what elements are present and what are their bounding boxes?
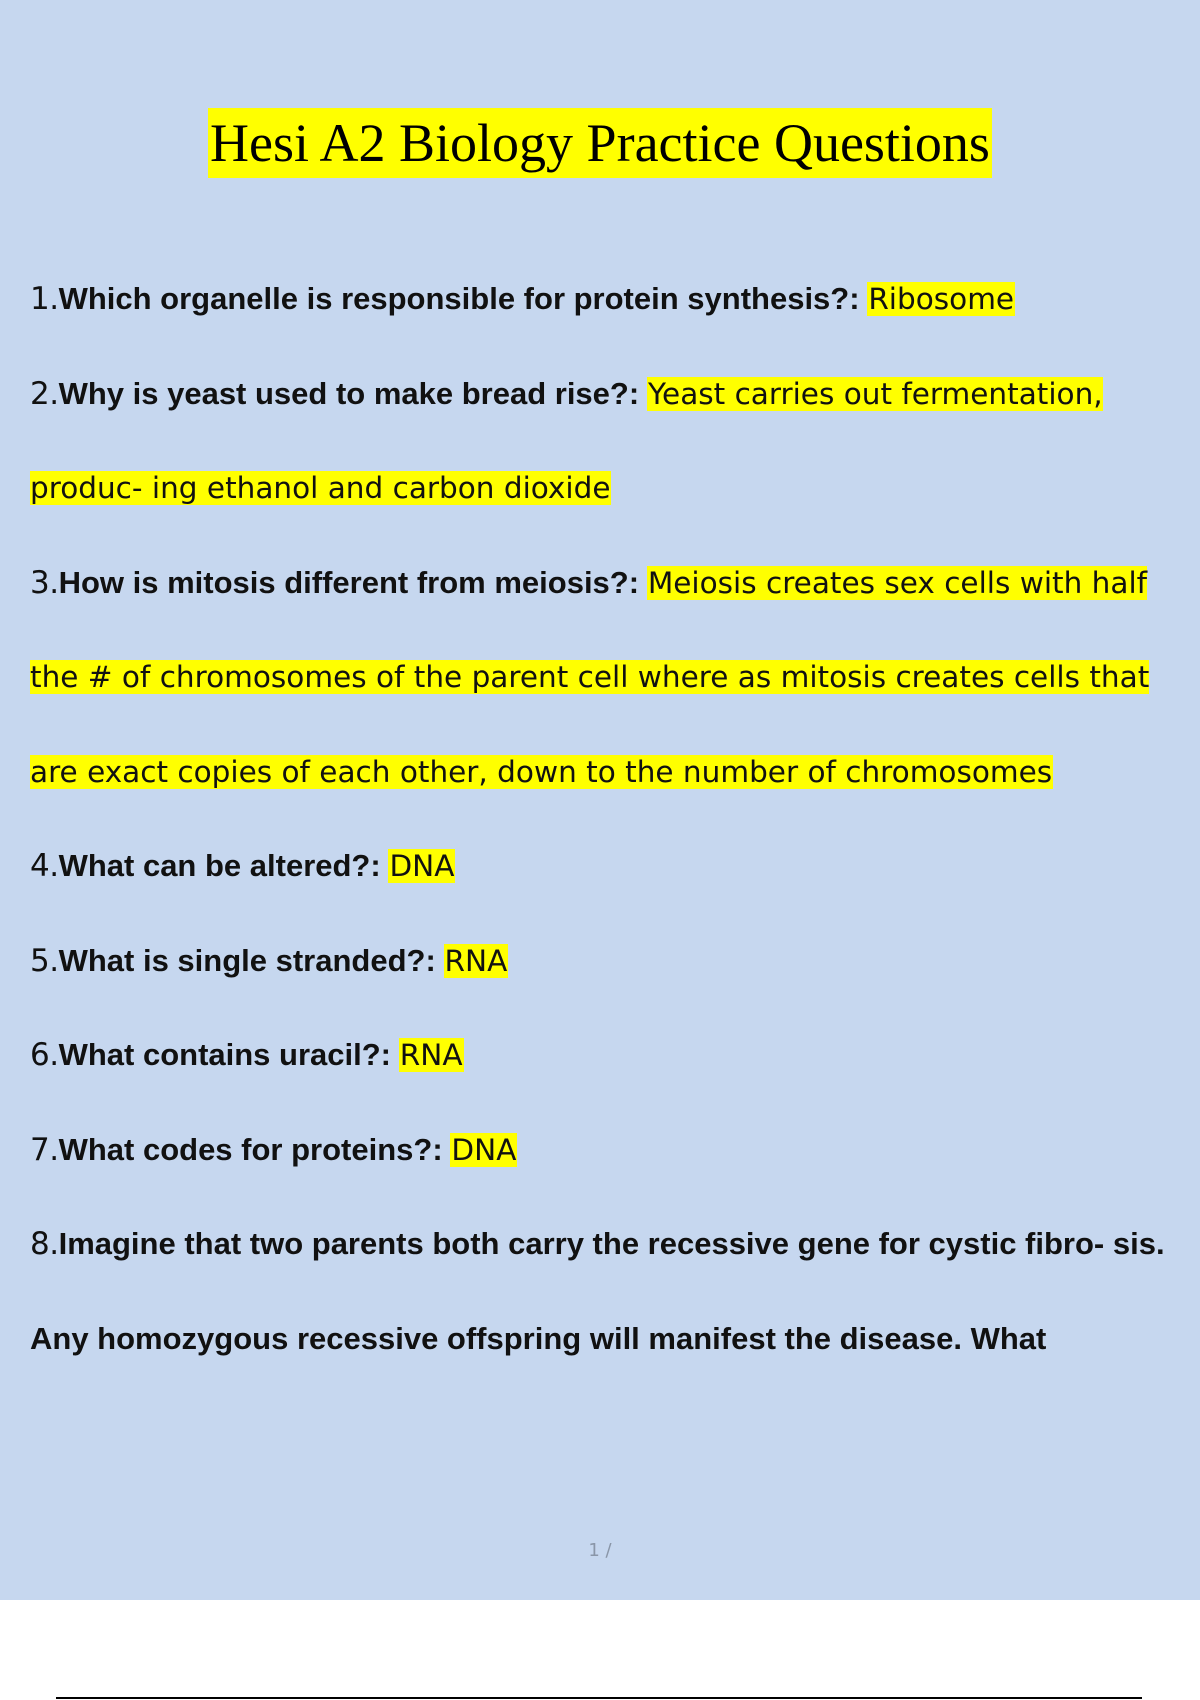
answer-text: Yeast carries out fermentation, produc- ing ethanol and carbon dioxide: [30, 376, 1103, 505]
question-item: [30, 1197, 1180, 1386]
question-item: [30, 1103, 1180, 1198]
question-list: [30, 252, 1180, 1386]
divider-line: [56, 1697, 1142, 1699]
answer-text: RNA: [444, 943, 508, 978]
question-text: What contains uracil?:: [58, 1037, 391, 1072]
question-text: What is single stranded?:: [58, 942, 436, 978]
question-text: Which organelle is responsible for protein synthesis?:: [58, 281, 860, 316]
answer-text: Meiosis creates sex cells with half the # of chromosomes of the parent cell where as mitosis creates cells that are exact copies of each other, down to the number of chromosomes: [30, 565, 1150, 789]
question-number: 3.: [30, 564, 59, 601]
question-text: What codes for proteins?:: [58, 1131, 443, 1167]
question-text: Why is yeast used to make bread rise?:: [58, 375, 640, 411]
question-item: [30, 252, 1180, 347]
question-number: 4.: [30, 848, 59, 884]
answer-text: Ribosome: [868, 282, 1015, 316]
answer-text: DNA: [451, 1132, 517, 1167]
question-number: 7.: [30, 1131, 59, 1168]
question-item: [30, 536, 1180, 820]
question-number: 1.: [30, 281, 59, 317]
question-text: What can be altered?:: [58, 848, 381, 883]
question-item: [30, 914, 1180, 1009]
question-item: [30, 1008, 1180, 1103]
page-number: 1 /: [588, 1540, 612, 1561]
question-number: 5.: [30, 942, 59, 979]
question-number: 2.: [30, 375, 59, 412]
title-container: [0, 108, 1200, 178]
answer-text: DNA: [389, 849, 455, 883]
question-text: Imagine that two parents both carry the recessive gene for cystic fibro- sis. Any homozygous recessive offspring will manifest the disease. What: [30, 1226, 1165, 1356]
answer-text: RNA: [399, 1038, 463, 1072]
question-item: [30, 347, 1180, 536]
question-text: How is mitosis different from meiosis?:: [58, 564, 640, 600]
question-item: [30, 819, 1180, 914]
document-title: Hesi A2 Biology Practice Questions: [208, 108, 992, 178]
question-number: 6.: [30, 1037, 59, 1073]
question-number: 8.: [30, 1226, 59, 1262]
